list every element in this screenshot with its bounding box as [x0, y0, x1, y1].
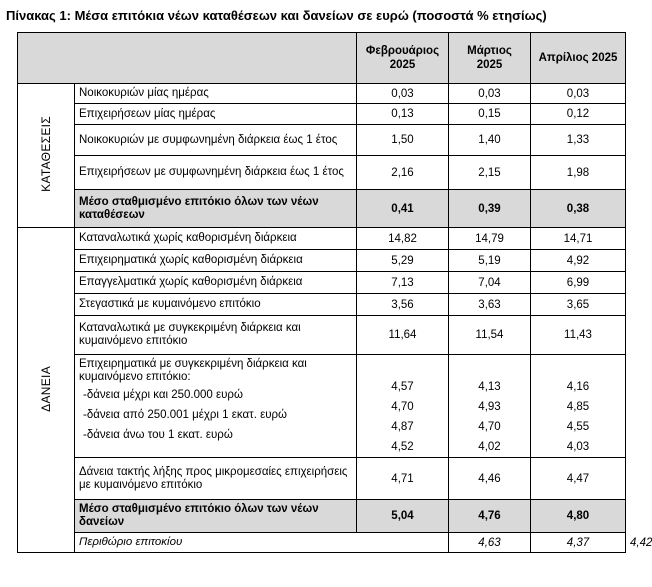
cell-value: 4,13 — [478, 381, 501, 393]
table-row — [18, 250, 626, 272]
cell-value: 4,16 — [566, 381, 590, 393]
cell-value: 7,13 — [357, 272, 449, 294]
cell-value: 2,16 — [357, 156, 449, 190]
deposits-group-cell — [18, 84, 75, 228]
cell-value: 4,92 — [531, 250, 626, 272]
row-label: Μέσο σταθμισμένο επιτόκιο όλων των νέων δανείων — [75, 500, 357, 533]
table-row — [18, 125, 626, 156]
cell-value: 4,57 — [391, 381, 414, 393]
header-blank — [18, 33, 357, 84]
cell-value: 14,71 — [531, 228, 626, 250]
cell-value: 11,43 — [531, 316, 626, 355]
table-row — [18, 458, 626, 500]
row-label: Μέσο σταθμισμένο επιτόκιο όλων των νέων καταθέσεων — [75, 190, 357, 228]
cell-value: 4,85 — [566, 401, 590, 413]
cell-value: 14,82 — [357, 228, 449, 250]
business-loans-labels — [75, 355, 357, 458]
cell-value: 0,38 — [531, 190, 626, 228]
row-label: Καταναλωτικά χωρίς καθορισμένη διάρκεια — [75, 228, 357, 250]
cell-value: 1,50 — [357, 125, 449, 156]
business-group-label: Επιχειρηματικά με συγκεκριμένη διάρκεια και κυμαινόμενο επιτόκιο: — [79, 358, 307, 383]
cell-value: 4,52 — [391, 441, 414, 453]
cell-value: 4,71 — [357, 458, 449, 500]
cell-value: 1,98 — [531, 156, 626, 190]
sub-row-label: -δάνεια άνω του 1 εκατ. ευρώ — [83, 429, 233, 441]
cell-value: 3,63 — [449, 294, 531, 316]
cell-value: 4,70 — [478, 421, 501, 433]
row-label: Δάνεια τακτής λήξης προς μικρομεσαίες επιχειρήσεις με κυμαινόμενο επιτόκιο — [75, 458, 357, 500]
cell-value: 4,37 — [531, 533, 626, 553]
row-label: Επιχειρήσεων μίας ημέρας — [75, 104, 357, 125]
sub-row-label: -δάνεια από 250.001 μέχρι 1 εκατ. ευρώ — [83, 409, 288, 421]
business-values-mar — [449, 355, 531, 458]
cell-value: 4,63 — [449, 533, 531, 553]
cell-value: 6,99 — [531, 272, 626, 294]
cell-value: 4,02 — [478, 441, 501, 453]
column-header-feb: Φεβρουάριος 2025 — [357, 33, 449, 84]
cell-value: 3,65 — [531, 294, 626, 316]
cell-value: 0,03 — [531, 84, 626, 104]
cell-value: 4,47 — [531, 458, 626, 500]
table-row — [18, 104, 626, 125]
cell-value: 11,54 — [449, 316, 531, 355]
cell-value: 2,15 — [449, 156, 531, 190]
business-values-apr — [531, 355, 626, 458]
cell-value: 4,46 — [449, 458, 531, 500]
cell-value: 3,56 — [357, 294, 449, 316]
cell-value: 4,93 — [478, 401, 501, 413]
cell-value: 7,04 — [449, 272, 531, 294]
cell-value: 5,04 — [357, 500, 449, 533]
cell-value: 4,55 — [566, 421, 590, 433]
cell-value: 4,76 — [449, 500, 531, 533]
table-row — [18, 294, 626, 316]
table-row — [18, 156, 626, 190]
table-row — [18, 272, 626, 294]
row-label: Περιθώριο επιτοκίου — [75, 533, 449, 553]
cell-value: 5,29 — [357, 250, 449, 272]
rates-table — [17, 32, 652, 553]
row-label: Επαγγελματικά χωρίς καθορισμένη διάρκεια — [75, 272, 357, 294]
row-label: Καταναλωτικά με συγκεκριμένη διάρκεια και κυμαινόμενο επιτόκιο — [75, 316, 357, 355]
cell-value: 4,80 — [531, 500, 626, 533]
row-label: Νοικοκυριών με συμφωνημένη διάρκεια έως 1 έτος — [75, 125, 357, 156]
cell-value: 0,39 — [449, 190, 531, 228]
column-header-apr: Απρίλιος 2025 — [531, 33, 626, 84]
table-row — [18, 228, 626, 250]
header-row — [18, 33, 626, 84]
cell-value: 0,03 — [449, 84, 531, 104]
deposits-total-row — [18, 190, 626, 228]
table-row — [18, 316, 626, 355]
row-label: Νοικοκυριών μίας ημέρας — [75, 84, 357, 104]
cell-value: 0,15 — [449, 104, 531, 125]
row-label: Επιχειρηματικά χωρίς καθορισμένη διάρκεια — [75, 250, 357, 272]
margin-row: Περιθώριο επιτοκίου 4,63 4,37 4,42 — [18, 533, 626, 553]
loans-total-row — [18, 500, 626, 533]
business-values-feb — [357, 355, 449, 458]
cell-value: 4,87 — [391, 421, 414, 433]
cell-value: 1,40 — [449, 125, 531, 156]
cell-value: 0,13 — [357, 104, 449, 125]
cell-value: 0,12 — [531, 104, 626, 125]
cell-value: 11,64 — [357, 316, 449, 355]
cell-value: 14,79 — [449, 228, 531, 250]
business-loans-block — [18, 355, 626, 458]
column-header-mar: Μάρτιος 2025 — [449, 33, 531, 84]
cell-value: 4,03 — [566, 441, 590, 453]
table-title: Πίνακας 1: Μέσα επιτόκια νέων καταθέσεων και δανείων σε ευρώ (ποσοστά % ετησίως) — [6, 8, 547, 23]
row-label: Επιχειρήσεων με συμφωνημένη διάρκεια έως 1 έτος — [75, 156, 357, 190]
sub-row-label: -δάνεια μέχρι και 250.000 ευρώ — [83, 389, 243, 401]
cell-value: 1,33 — [531, 125, 626, 156]
cell-value: 0,41 — [357, 190, 449, 228]
loans-group-label: ΔΑΝΕΙΑ — [39, 365, 53, 412]
loans-group-cell — [18, 228, 75, 553]
table-row — [18, 84, 626, 104]
cell-value: 5,19 — [449, 250, 531, 272]
deposits-group-label: ΚΑΤΑΘΕΣΕΙΣ — [39, 116, 53, 192]
cell-value: 0,03 — [357, 84, 449, 104]
cell-value: 4,70 — [391, 401, 414, 413]
row-label: Στεγαστικά με κυμαινόμενο επιτόκιο — [75, 294, 357, 316]
